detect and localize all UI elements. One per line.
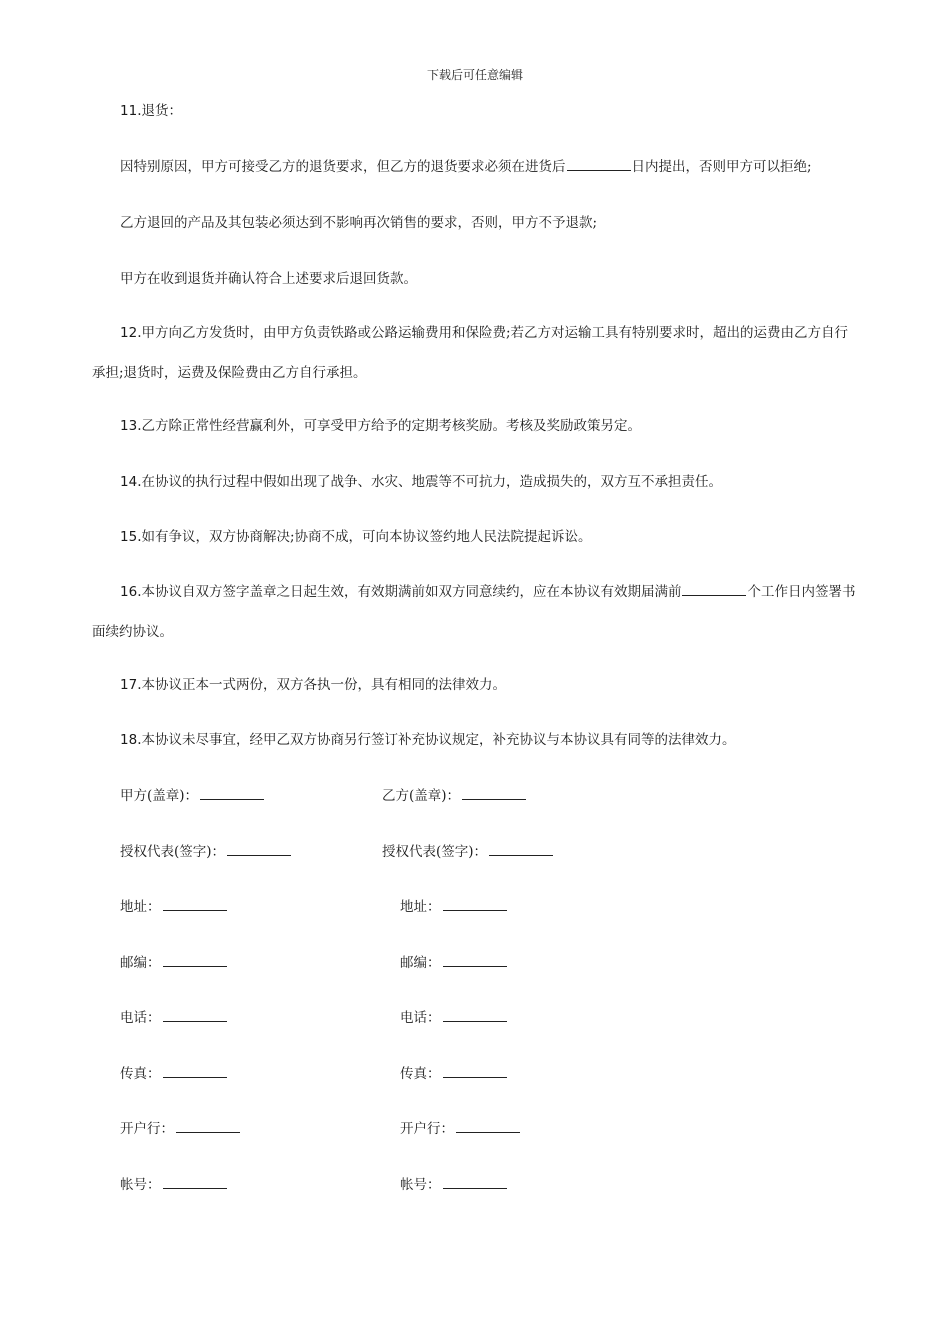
party-b-phone (400, 1008, 508, 1028)
clause-12 (92, 313, 860, 393)
clause-text: .甲方向乙方发货时，由甲方负责铁路或公路运输费用和保险费;若乙方对运输工具有特别要求时，超出的运费由乙方自行承担;退货时，运费及保险费由乙方自行承担。 (92, 325, 849, 381)
field-label: 帐号： (120, 1177, 161, 1193)
field-label: 甲方(盖章)： (120, 788, 199, 804)
field-label: 乙方(盖章)： (382, 788, 461, 804)
clause-number: 17 (120, 677, 138, 693)
clause-11-title (92, 91, 860, 131)
clause-number: 16 (120, 584, 138, 600)
clause-number: 14 (120, 474, 138, 490)
party-b-fax (400, 1064, 508, 1084)
blank-field-renewal-days[interactable] (682, 583, 746, 596)
blank-field-address-b[interactable] (443, 898, 507, 911)
blank-field-rep-a[interactable] (227, 843, 291, 856)
field-label: 邮编： (120, 955, 161, 971)
field-label: 开户行： (400, 1121, 454, 1137)
blank-field-postcode-b[interactable] (443, 954, 507, 967)
blank-field-fax-b[interactable] (443, 1065, 507, 1078)
clause-number: 12 (120, 325, 138, 341)
party-a-phone (120, 1008, 228, 1028)
clause-number: 15 (120, 529, 138, 545)
clause-text: 日内提出，否则甲方可以拒绝; (631, 159, 812, 175)
clause-text: .在协议的执行过程中假如出现了战争、水灾、地震等不可抗力，造成损失的，双方互不承担责任。 (137, 474, 722, 490)
party-a-bank (120, 1119, 241, 1139)
clause-number: 18 (120, 732, 138, 748)
blank-field-party-b[interactable] (462, 787, 526, 800)
clause-text: 因特别原因，甲方可接受乙方的退货要求，但乙方的退货要求必须在进货后 (120, 159, 566, 175)
clause-text: .本协议正本一式两份，双方各执一份，具有相同的法律效力。 (137, 677, 506, 693)
party-b-bank (400, 1119, 521, 1139)
blank-field-return-days[interactable] (567, 158, 631, 171)
party-b-representative (382, 842, 554, 862)
blank-field-phone-a[interactable] (163, 1009, 227, 1022)
blank-field-rep-b[interactable] (489, 843, 553, 856)
clause-14 (92, 462, 860, 502)
field-label: 传真： (400, 1066, 441, 1082)
clause-15 (92, 517, 860, 557)
party-a-account (120, 1175, 228, 1195)
blank-field-party-a[interactable] (200, 787, 264, 800)
blank-field-bank-b[interactable] (456, 1120, 520, 1133)
clause-16 (92, 572, 860, 652)
blank-field-account-a[interactable] (163, 1176, 227, 1189)
party-b-address (400, 897, 508, 917)
party-b-account (400, 1175, 508, 1195)
party-a-seal (120, 786, 265, 806)
clause-11-line-1 (92, 147, 860, 187)
clause-17 (92, 665, 860, 705)
clause-text: .本协议未尽事宜，经甲乙双方协商另行签订补充协议规定，补充协议与本协议具有同等的法律效力。 (137, 732, 736, 748)
party-a-address (120, 897, 228, 917)
clause-text: .本协议自双方签字盖章之日起生效，有效期满前如双方同意续约，应在本协议有效期届满前 (137, 584, 682, 600)
blank-field-bank-a[interactable] (176, 1120, 240, 1133)
field-label: 地址： (120, 899, 161, 915)
clause-text: 个工作日内签署书面续约协议。 (92, 584, 856, 640)
field-label: 电话： (120, 1010, 161, 1026)
clause-text: .如有争议，双方协商解决;协商不成，可向本协议签约地人民法院提起诉讼。 (137, 529, 592, 545)
field-label: 开户行： (120, 1121, 174, 1137)
field-label: 授权代表(签字)： (382, 844, 488, 860)
party-a-fax (120, 1064, 228, 1084)
clause-13 (92, 406, 860, 446)
clause-11-line-2: 乙方退回的产品及其包装必须达到不影响再次销售的要求，否则，甲方不予退款; (120, 215, 598, 231)
party-b-postcode (400, 953, 508, 973)
blank-field-fax-a[interactable] (163, 1065, 227, 1078)
field-label: 帐号： (400, 1177, 441, 1193)
clause-text: .乙方除正常性经营赢利外，可享受甲方给予的定期考核奖励。考核及奖励政策另定。 (137, 418, 641, 434)
clause-title: .退货： (137, 103, 182, 119)
field-label: 电话： (400, 1010, 441, 1026)
clause-number: 13 (120, 418, 138, 434)
clause-number: 11 (120, 103, 138, 119)
blank-field-postcode-a[interactable] (163, 954, 227, 967)
field-label: 地址： (400, 899, 441, 915)
party-a-representative (120, 842, 292, 862)
field-label: 邮编： (400, 955, 441, 971)
party-a-postcode (120, 953, 228, 973)
field-label: 授权代表(签字)： (120, 844, 226, 860)
party-b-seal (382, 786, 527, 806)
blank-field-address-a[interactable] (163, 898, 227, 911)
blank-field-phone-b[interactable] (443, 1009, 507, 1022)
field-label: 传真： (120, 1066, 161, 1082)
clause-11-line-3: 甲方在收到退货并确认符合上述要求后退回货款。 (120, 271, 417, 287)
clause-18 (92, 720, 860, 760)
blank-field-account-b[interactable] (443, 1176, 507, 1189)
page-header: 下载后可任意编辑 (426, 68, 523, 82)
